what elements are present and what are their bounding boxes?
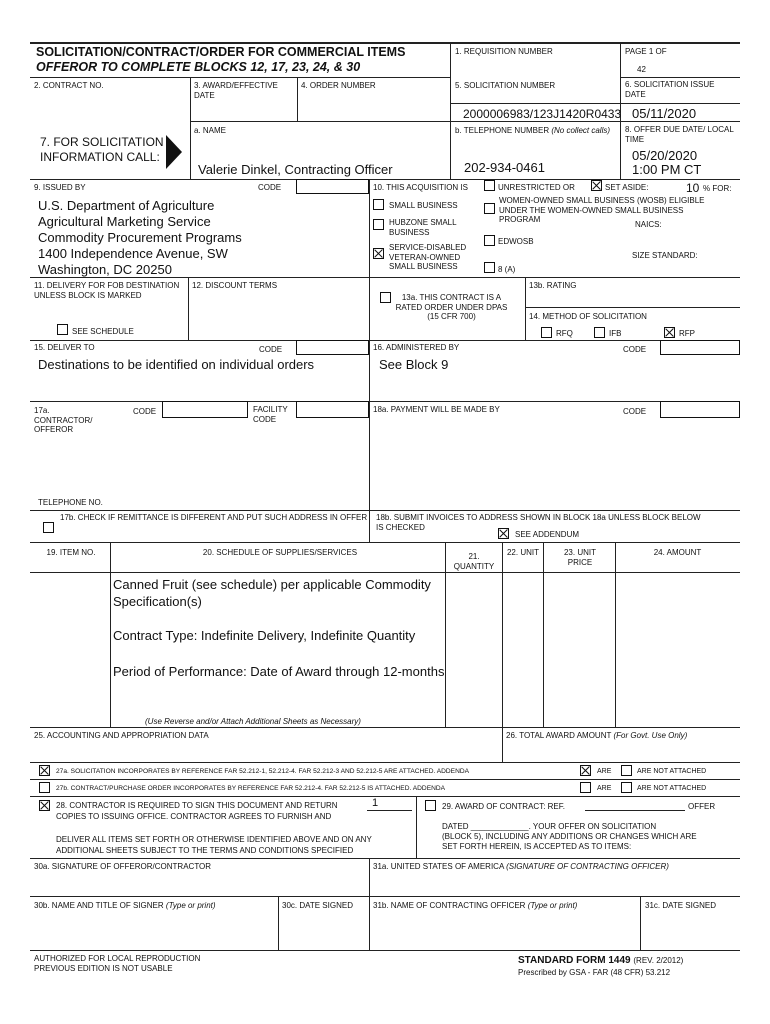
form-revision: (REV. 2/2012): [633, 956, 684, 965]
col-unit-price: 23. UNIT PRICE: [563, 548, 596, 567]
rule: [369, 858, 370, 950]
page-label: PAGE 1 OF: [625, 47, 667, 56]
rule: [369, 179, 370, 543]
wosb-checkbox[interactable]: [484, 203, 495, 214]
date-signed-31c-label: 31c. DATE SIGNED: [645, 901, 716, 910]
27a-checkbox[interactable]: [39, 765, 50, 776]
rating-label: 13b. RATING: [529, 281, 577, 290]
27b-are-not-checkbox[interactable]: [621, 782, 632, 793]
accounting-label: 25. ACCOUNTING AND APPROPRIATION DATA: [34, 731, 209, 740]
offer-due-date: 05/20/2020: [632, 148, 698, 163]
name-label: a. NAME: [194, 126, 227, 135]
schedule-line: Canned Fruit (see schedule) per applicable Commodity: [113, 577, 431, 592]
rfq-label: RFQ: [556, 329, 573, 338]
27b-are-label: ARE: [597, 785, 612, 792]
issued-by-line-1: U.S. Department of Agriculture: [38, 198, 215, 213]
size-standard-label: SIZE STANDARD:: [632, 251, 698, 260]
rule: [525, 307, 740, 308]
telephone-note: (No collect calls): [551, 126, 611, 135]
27b-are-checkbox[interactable]: [580, 782, 591, 793]
total-award-note: (For Govt. Use Only): [613, 731, 688, 740]
hubzone-checkbox[interactable]: [373, 219, 384, 230]
rule: [297, 77, 298, 121]
rule: [543, 542, 544, 727]
administered-code-label: CODE: [623, 345, 647, 354]
schedule-line: Specification(s): [113, 594, 202, 609]
form-title: SOLICITATION/CONTRACT/ORDER FOR COMMERCIAL ITEMS: [36, 45, 406, 59]
set-aside-checkbox[interactable]: [591, 180, 602, 191]
acquisition-label: 10. THIS ACQUISITION IS: [373, 183, 468, 192]
naics-label: NAICS:: [635, 220, 662, 229]
discount-terms-label: 12. DISCOUNT TERMS: [192, 281, 278, 290]
usa-label: 31a. UNITED STATES OF AMERICA: [373, 862, 504, 871]
27b-label: 27b. CONTRACT/PURCHASE ORDER INCORPORATES BY REFERENCE FAR 52.212-4. FAR 52.212-5 IS ATTACHED. ADDENDA: [56, 785, 446, 792]
issued-by-code-field[interactable]: [296, 179, 369, 194]
issued-by-line-3: Commodity Procurement Programs: [38, 230, 242, 245]
rule: [502, 542, 503, 762]
col-item-no: 19. ITEM NO.: [46, 548, 96, 557]
rule: [620, 77, 740, 78]
sdvosb-checkbox[interactable]: [373, 248, 384, 259]
form-subtitle: OFFEROR TO COMPLETE BLOCKS 12, 17, 23, 24, & 30: [36, 60, 361, 74]
submit-invoices-label: 18b. SUBMIT INVOICES TO ADDRESS SHOWN IN BLOCK 18a UNLESS BLOCK BELOW IS CHECKED: [376, 513, 701, 532]
27a-label: 27a. SOLICITATION INCORPORATES BY REFERENCE FAR 52.212-1, 52.212-4. FAR 52.212-3 AND 52.212-5 ARE ATTACHED. ADDENDA: [56, 768, 469, 775]
copies-underline: [367, 810, 412, 811]
deliver-to-label: 15. DELIVER TO: [34, 343, 95, 352]
rule: [30, 762, 740, 763]
rule: [190, 77, 191, 179]
ifb-label: IFB: [609, 329, 622, 338]
signer-name-note: (Type or print): [165, 901, 216, 910]
footer-previous-edition: PREVIOUS EDITION IS NOT USABLE: [34, 964, 173, 973]
rule: [525, 277, 526, 340]
27b-checkbox[interactable]: [39, 782, 50, 793]
rfq-checkbox[interactable]: [541, 327, 552, 338]
issue-date-value: 05/11/2020: [632, 106, 697, 121]
rule: [30, 796, 740, 797]
edwosb-label: EDWOSB: [498, 237, 534, 246]
rule: [188, 277, 189, 340]
usa-note: (SIGNATURE OF CONTRACTING OFFICER): [506, 862, 669, 871]
27b-are-not-label: ARE NOT ATTACHED: [637, 785, 707, 792]
27a-are-checkbox[interactable]: [580, 765, 591, 776]
27a-are-not-label: ARE NOT ATTACHED: [637, 768, 707, 775]
remittance-checkbox[interactable]: [43, 522, 54, 533]
rule: [450, 103, 740, 104]
rule: [30, 950, 740, 951]
28-label-line-3: DELIVER ALL ITEMS SET FORTH OR OTHERWISE IDENTIFIED ABOVE AND ON ANY: [56, 835, 372, 844]
see-schedule-label: SEE SCHEDULE: [72, 327, 134, 336]
issue-date-label: 6. SOLICITATION ISSUE DATE: [625, 80, 715, 99]
rated-order-label: 13a. THIS CONTRACT IS A RATED ORDER UNDER DPAS (15 CFR 700): [395, 293, 508, 321]
rule: [450, 43, 451, 179]
set-aside-label: SET ASIDE:: [605, 183, 649, 192]
deliver-to-code-label: CODE: [259, 345, 283, 354]
issued-by-label: 9. ISSUED BY: [34, 183, 86, 192]
contracting-officer-label: 31b. NAME OF CONTRACTING OFFICER: [373, 901, 526, 910]
arrow-right-icon: [166, 135, 182, 169]
rated-order-checkbox[interactable]: [380, 292, 391, 303]
rule: [615, 542, 616, 727]
29-offer-label: OFFER: [688, 802, 716, 811]
see-addendum-label: SEE ADDENDUM: [515, 530, 580, 539]
28-label-line-1: 28. CONTRACTOR IS REQUIRED TO SIGN THIS DOCUMENT AND RETURN: [56, 801, 338, 810]
schedule-note: (Use Reverse and/or Attach Additional Sheets as Necessary): [145, 717, 361, 726]
rule: [110, 542, 111, 727]
issued-by-line-5: Washington, DC 20250: [38, 262, 172, 277]
payment-label: 18a. PAYMENT WILL BE MADE BY: [373, 405, 500, 414]
deliver-to-value: Destinations to be identified on individual orders: [38, 357, 315, 372]
rule: [30, 401, 740, 402]
issued-by-code-label: CODE: [258, 183, 282, 192]
unrestricted-checkbox[interactable]: [484, 180, 495, 191]
rule: [30, 572, 740, 573]
copies-value: 1: [372, 797, 379, 809]
small-business-label: SMALL BUSINESS: [389, 201, 458, 210]
issued-by-line-4: 1400 Independence Avenue, SW: [38, 246, 228, 261]
contact-name-value: Valerie Dinkel, Contracting Officer: [198, 162, 393, 177]
29-line-2: DATED _____________. YOUR OFFER ON SOLICITATION: [442, 822, 657, 831]
rule: [30, 510, 740, 511]
offer-due-time: 1:00 PM CT: [632, 162, 702, 177]
col-unit: 22. UNIT: [506, 548, 539, 557]
requisition-label: 1. REQUISITION NUMBER: [455, 47, 553, 56]
contracting-officer-note: (Type or print): [527, 901, 578, 910]
delivery-fob-label: 11. DELIVERY FOR FOB DESTINATION UNLESS BLOCK IS MARKED: [34, 281, 180, 300]
footer-reproduction: AUTHORIZED FOR LOCAL REPRODUCTION: [34, 954, 201, 963]
schedule-line: Contract Type: Indefinite Delivery, Indefinite Quantity: [113, 628, 416, 643]
form-name: STANDARD FORM 1449: [518, 955, 631, 966]
administered-by-label: 16. ADMINISTERED BY: [373, 343, 460, 352]
solicitation-info-label: 7. FOR SOLICITATION INFORMATION CALL:: [40, 135, 164, 164]
rule: [30, 340, 740, 341]
small-business-checkbox[interactable]: [373, 199, 384, 210]
set-aside-percent: 10: [686, 181, 700, 195]
29-line-3: (BLOCK 5), INCLUDING ANY ADDITIONS OR CHANGES WHICH ARE: [442, 832, 697, 841]
method-label: 14. METHOD OF SOLICITATION: [529, 312, 647, 321]
rule: [416, 796, 417, 858]
edwosb-checkbox[interactable]: [484, 235, 495, 246]
telephone-value: 202-934-0461: [464, 160, 545, 175]
issued-by-line-2: Agricultural Marketing Service: [38, 214, 211, 229]
signature-offeror-label: 30a. SIGNATURE OF OFFEROR/CONTRACTOR: [34, 862, 212, 871]
rule: [445, 542, 446, 727]
ref-underline: [585, 810, 685, 811]
29-checkbox[interactable]: [425, 800, 436, 811]
col-quantity: 21. QUANTITY: [453, 552, 495, 571]
telephone-label-text: b. TELEPHONE NUMBER: [455, 126, 550, 135]
see-addendum-checkbox[interactable]: [498, 528, 509, 539]
telephone-no-label: TELEPHONE NO.: [38, 498, 103, 507]
27a-are-label: ARE: [597, 768, 612, 775]
col-schedule: 20. SCHEDULE OF SUPPLIES/SERVICES: [202, 548, 358, 557]
solicitation-number-label: 5. SOLICITATION NUMBER: [455, 81, 556, 90]
percent-for-label: % FOR:: [703, 184, 732, 193]
sdvosb-label: SERVICE-DISABLED VETERAN-OWNED SMALL BUSINESS: [389, 243, 467, 271]
contractor-label: 17a. CONTRACTOR/ OFFEROR: [34, 406, 93, 434]
solicitation-number-value: 2000006983/123J1420R0433: [463, 107, 622, 121]
contractor-code-field[interactable]: [162, 401, 248, 418]
footer-prescribed: Prescribed by GSA - FAR (48 CFR) 53.212: [518, 968, 671, 977]
offer-due-label: 8. OFFER DUE DATE/ LOCAL TIME: [625, 125, 734, 144]
contract-no-label: 2. CONTRACT NO.: [34, 81, 104, 90]
signer-name-label: 30b. NAME AND TITLE OF SIGNER: [34, 901, 164, 910]
administered-code-field[interactable]: [660, 340, 740, 355]
total-award-label: 26. TOTAL AWARD AMOUNT: [506, 731, 612, 740]
hubzone-label: HUBZONE SMALL BUSINESS: [389, 218, 457, 237]
29-line-4: SET FORTH HEREIN, IS ACCEPTED AS TO ITEMS:: [442, 842, 632, 851]
eight-a-label: 8 (A): [498, 265, 516, 274]
unrestricted-label: UNRESTRICTED OR: [498, 183, 575, 192]
28-label-line-2: COPIES TO ISSUING OFFICE. CONTRACTOR AGREES TO FURNISH AND: [56, 812, 332, 821]
facility-code-label: FACILITY CODE: [253, 405, 288, 424]
ifb-checkbox[interactable]: [594, 327, 605, 338]
rule: [30, 42, 740, 44]
29-label: 29. AWARD OF CONTRACT: REF.: [442, 802, 565, 811]
rule: [30, 896, 740, 897]
28-label-line-4: ADDITIONAL SHEETS SUBJECT TO THE TERMS AND CONDITIONS SPECIFIED: [56, 846, 354, 855]
rule: [30, 77, 450, 78]
administered-by-value: See Block 9: [379, 357, 449, 372]
payment-code-label: CODE: [623, 407, 647, 416]
telephone-label: [455, 126, 610, 136]
rule: [30, 858, 740, 859]
payment-code-field[interactable]: [660, 401, 740, 418]
27a-are-not-checkbox[interactable]: [621, 765, 632, 776]
rule: [30, 779, 740, 780]
facility-code-field[interactable]: [296, 401, 369, 418]
deliver-to-code-field[interactable]: [296, 340, 369, 355]
schedule-line: Period of Performance: Date of Award through 12-months: [113, 664, 445, 679]
date-signed-30c-label: 30c. DATE SIGNED: [282, 901, 353, 910]
order-number-label: 4. ORDER NUMBER: [301, 81, 376, 90]
wosb-label: WOMEN-OWNED SMALL BUSINESS (WOSB) ELIGIBLE UNDER THE WOMEN-OWNED SMALL BUSINESS PROGRAM: [499, 196, 705, 224]
rule: [30, 542, 740, 543]
see-schedule-checkbox[interactable]: [57, 324, 68, 335]
award-date-label: 3. AWARD/EFFECTIVE DATE: [194, 81, 278, 100]
rule: [278, 896, 279, 950]
rfp-checkbox[interactable]: [664, 327, 675, 338]
eight-a-checkbox[interactable]: [484, 262, 495, 273]
rfp-label: RFP: [679, 329, 695, 338]
rule: [30, 179, 740, 180]
page-total: 42: [637, 65, 646, 74]
rule: [190, 121, 450, 122]
rule: [640, 896, 641, 950]
contractor-code-label: CODE: [133, 407, 157, 416]
col-amount: 24. AMOUNT: [653, 548, 702, 557]
28-checkbox[interactable]: [39, 800, 50, 811]
rule: [30, 727, 740, 728]
remittance-label: 17b. CHECK IF REMITTANCE IS DIFFERENT AND PUT SUCH ADDRESS IN OFFER: [60, 513, 368, 522]
